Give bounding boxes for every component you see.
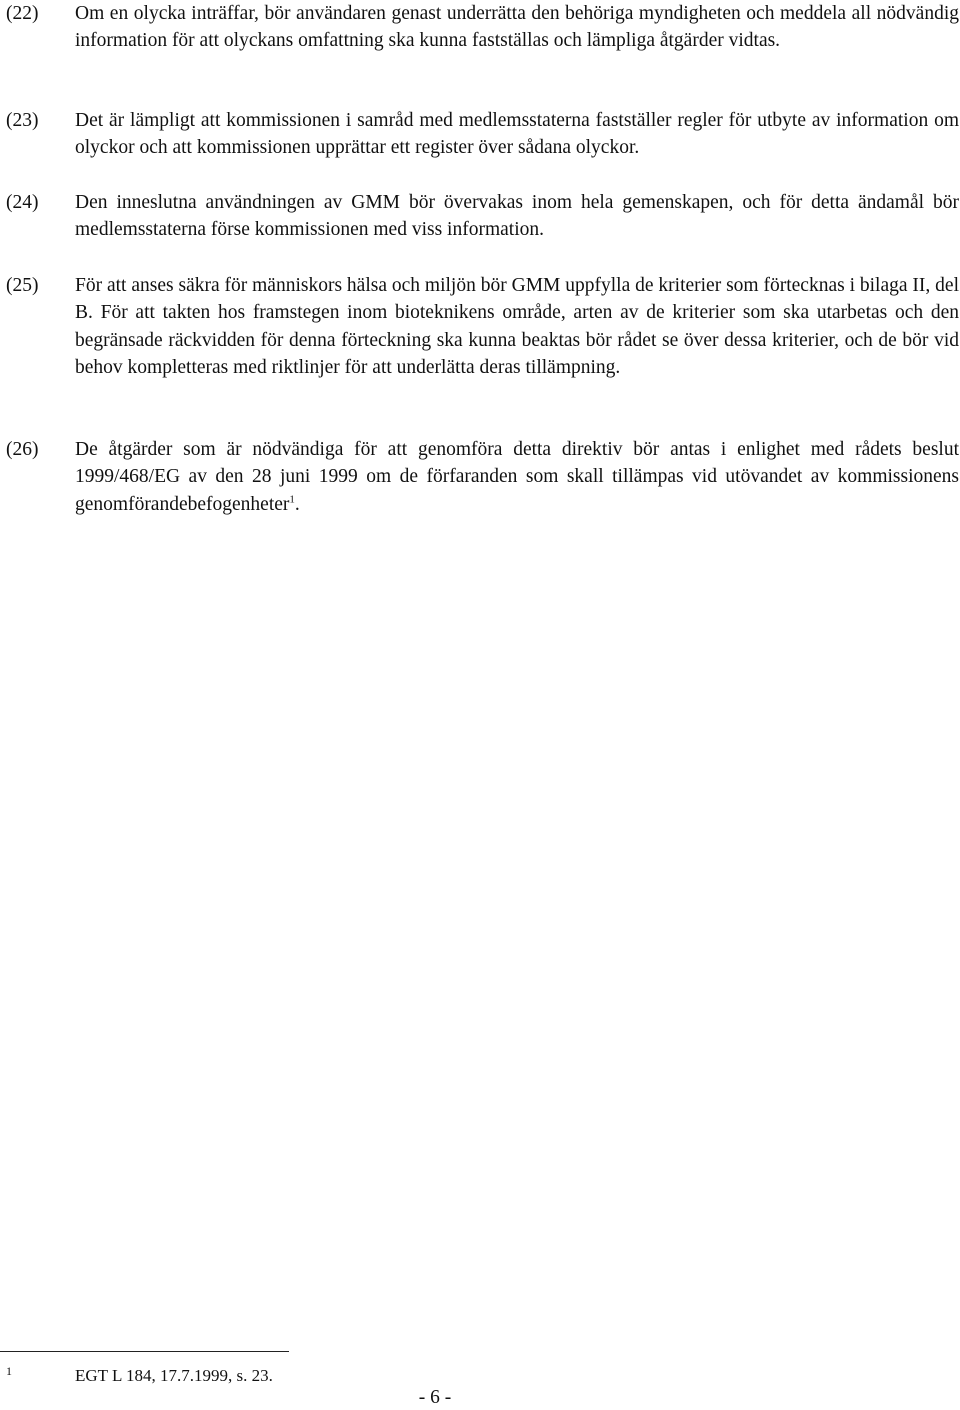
recital-text-body: De åtgärder som är nödvändiga för att genomföra detta direktiv bör antas i enlighet med rådets beslut 1999/468/EG av den 28 juni 1999 om de förfaranden som skall tillämpas vid utövandet av kommissionens genomförandebefogenheter (75, 439, 959, 515)
recital-text: Om en olycka inträffar, bör användaren genast underrätta den behöriga myndigheten och meddela all nödvändig information för att olyckans omfattning ska kunna fastställas och lämpliga åtgärder vidtas. (75, 3, 959, 52)
footnote-reference[interactable]: 1 (289, 493, 295, 506)
recital-text (75, 436, 959, 518)
recital-number: (24) (6, 192, 39, 213)
footnote-mark: 1 (6, 1364, 12, 1378)
footnote-divider (0, 1351, 289, 1352)
recital-text: Den inneslutna användningen av GMM bör övervakas inom hela gemenskapen, och för detta ändamål bör medlemsstaterna förse kommissionen med viss information. (75, 192, 959, 241)
recital-number: (26) (6, 439, 39, 460)
recital-text: Det är lämpligt att kommissionen i samråd med medlemsstaterna fastställer regler för utbyte av information om olyckor och att kommissionen upprättar ett register över sådana olyckor. (75, 110, 959, 159)
recital-text-end: . (294, 493, 300, 515)
recital-number: (22) (6, 3, 39, 24)
page-number: - 6 - (418, 1387, 452, 1408)
footnote-text: EGT L 184, 17.7.1999, s. 23. (75, 1366, 273, 1385)
recital-number: (23) (6, 110, 39, 131)
recital-number: (25) (6, 275, 39, 296)
recital-text: För att anses säkra för människors hälsa och miljön bör GMM uppfylla de kriterier som förtecknas i bilaga II, del B. För att takten hos framstegen inom bioteknikens område, arten av de kriterier som ska utarbetas och den begränsade räckvidden för denna förteckning ska kunna beaktas bör rådet se över dessa kriterier, och de bör vid behov kompletteras med riktlinjer för att underlätta deras tillämpning. (75, 275, 959, 379)
footnote (0, 1364, 960, 1388)
